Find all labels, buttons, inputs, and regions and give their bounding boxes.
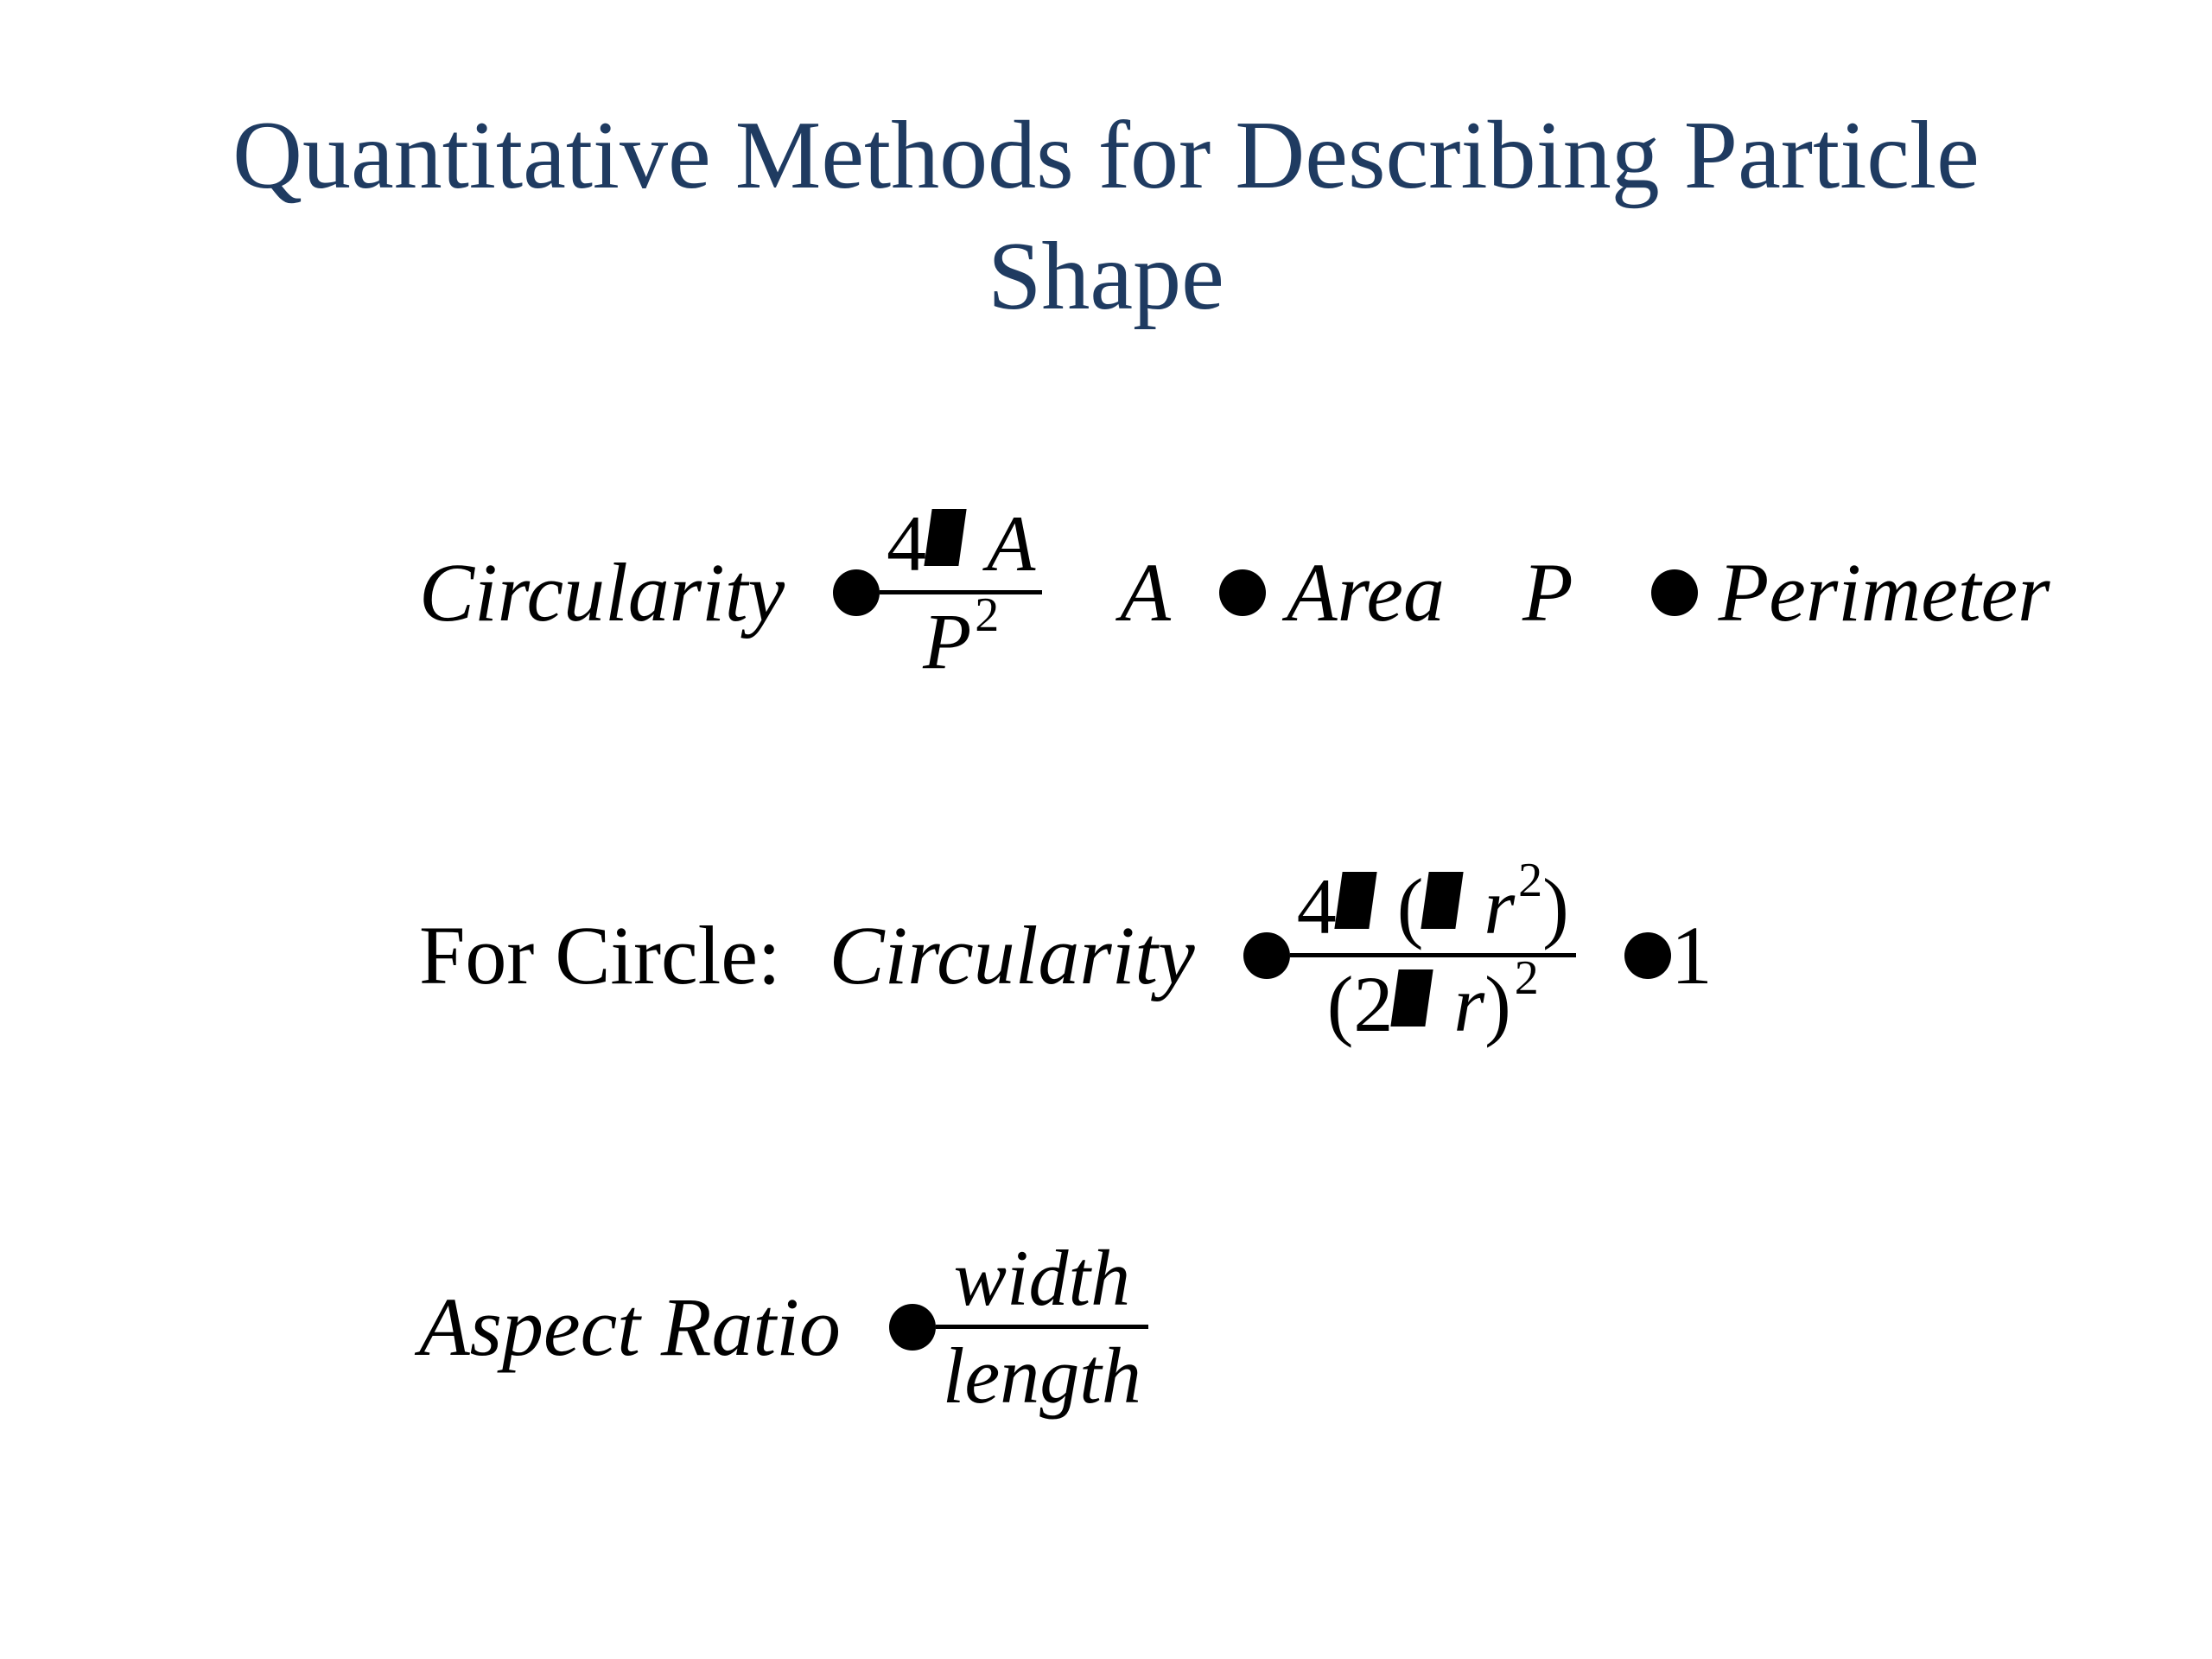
aspect-ratio-label: Aspect Ratio [419,1280,841,1373]
denominator-exponent: 2 [975,588,1000,642]
numerator-area-var: A [987,499,1036,588]
for-circle-label: For Circle: [419,908,781,1001]
numerator-coefficient: 4 [1296,862,1337,950]
missing-glyph-icon [1334,872,1376,929]
missing-glyph-icon [924,509,966,566]
fraction-denominator [1320,951,1546,1051]
denominator-radius-var: r [1453,960,1485,1048]
aspect-ratio-equation [419,1231,1148,1422]
numerator-exponent: 2 [1518,854,1543,907]
length-denominator: length [942,1332,1141,1420]
fraction-numerator [880,497,1042,590]
slide-title: Quantitative Methods for Describing Particle Shape [232,102,1980,330]
equals-dot-icon [1243,932,1290,979]
numerator-open-paren: ( [1396,862,1424,950]
denominator-exponent: 2 [1514,951,1539,1005]
equals-dot-icon [833,569,880,616]
circle-result: 1 [1670,908,1713,1001]
area-var: A [1120,545,1171,639]
circularity-fraction [880,497,1042,688]
width-numerator: width [953,1234,1131,1322]
circle-circularity-equation [419,854,1713,1051]
circularity-label: Circularity [829,908,1195,1001]
missing-glyph-icon [1391,969,1433,1027]
perimeter-definition: Perimeter [1718,545,2050,639]
denominator-close-paren: ) [1484,960,1511,1048]
fraction-denominator [916,588,1006,688]
equals-dot-icon [1624,932,1671,979]
numerator-radius-var: r [1484,862,1516,950]
denominator-open: (2 [1326,960,1394,1048]
circularity-equation [419,497,2050,688]
perimeter-var: P [1522,545,1573,639]
fraction-numerator [1290,854,1576,953]
equals-dot-icon [1651,569,1698,616]
numerator-coefficient: 4 [887,499,927,588]
denominator-perimeter-var: P [923,597,972,685]
aspect-ratio-fraction [936,1231,1148,1422]
equals-dot-icon [889,1304,936,1351]
area-definition: Area [1286,545,1445,639]
circle-fraction [1290,854,1576,1051]
numerator-close-paren: ) [1542,862,1569,950]
missing-glyph-icon [1421,872,1464,929]
circularity-label: Circularity [419,545,785,639]
equals-dot-icon [1219,569,1266,616]
